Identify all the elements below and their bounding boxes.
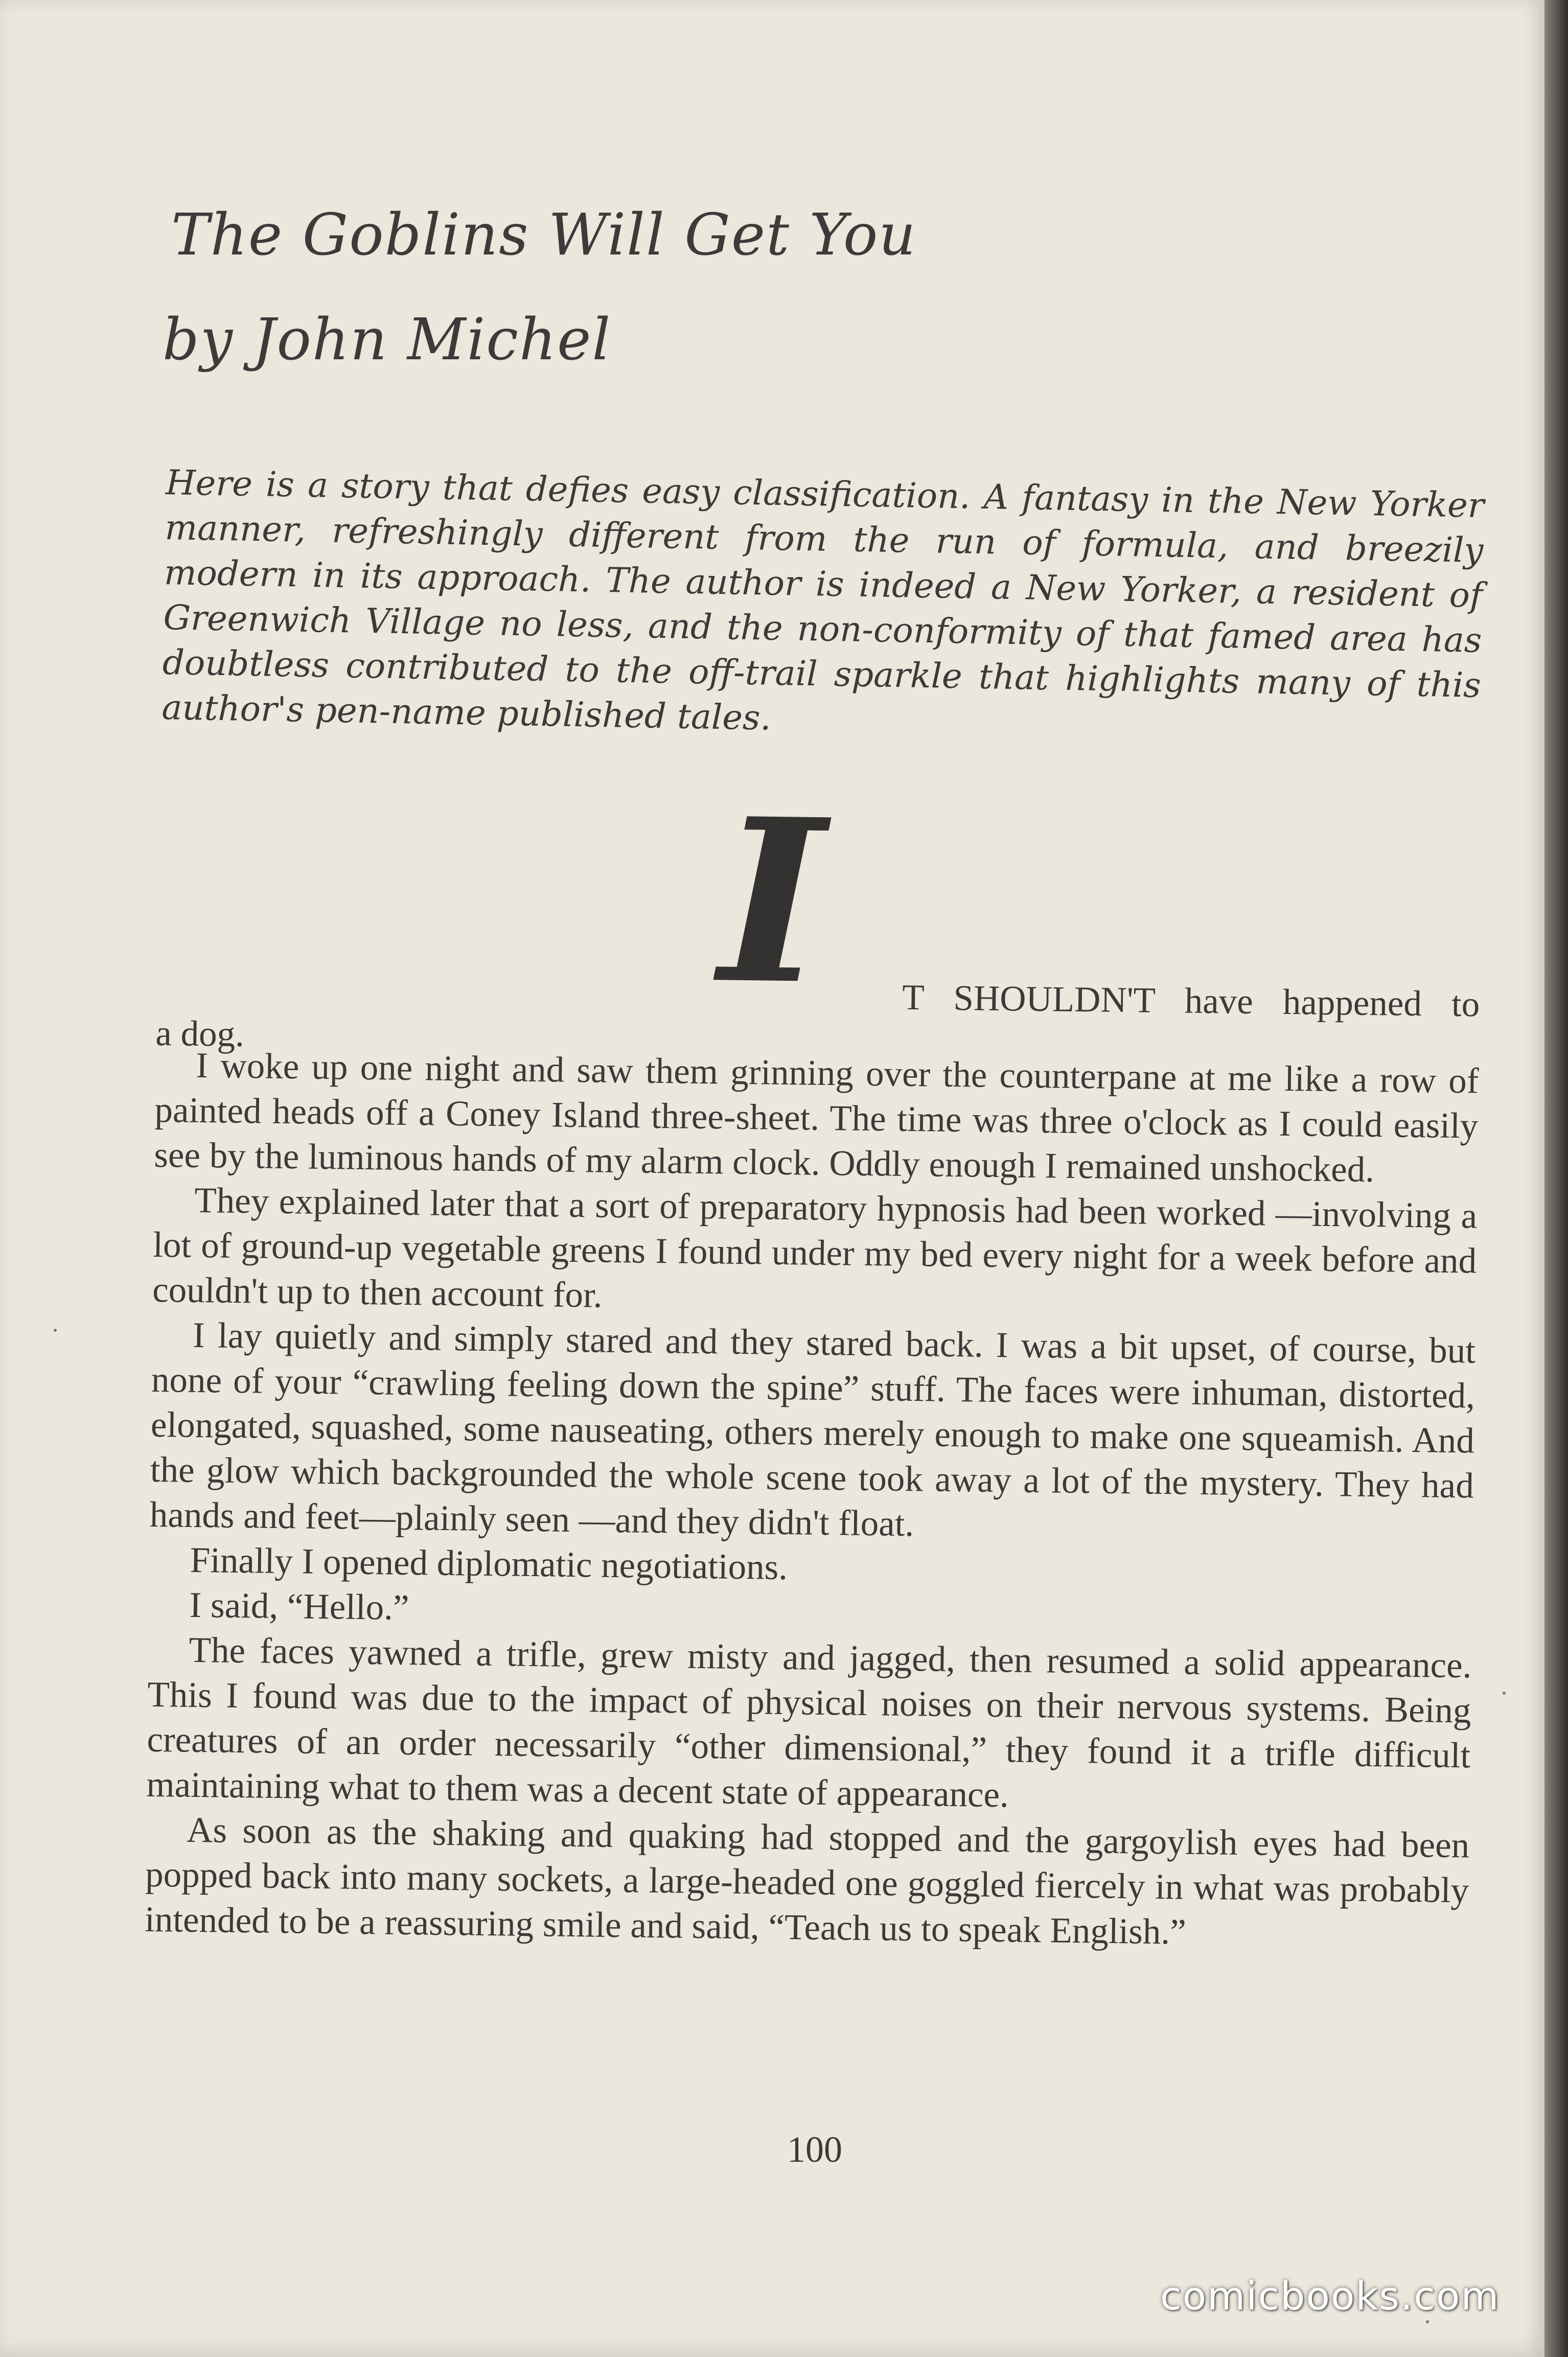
paragraph: I lay quietly and simply stared and they stared back. I was a bit upset, of course, but none of your “crawling feeling down the spine” stuff. The faces were inhuman, distorted, elongated, squashed, some nauseating, others merely enough to make one squeamish. And the glow which backgrounded the whole scene took away a lot of the mystery. They had hands and feet—plainly seen —and they didn't float. <box>149 1315 1476 1544</box>
story-body <box>144 769 1482 1958</box>
paragraph: I said, “Hello.” <box>189 1585 409 1628</box>
story-introduction: Here is a story that defies easy classification. A fantasy in the New Yorker manner, refreshingly different from the run of formula, and breezily modern in its approach. The author is indeed a New Yorker, a resident of Greenwich Village no less, and the non-conformity of that famed area has doubtless contributed to the off-trail sparkle that highlights many of this author's pen-name published tales. <box>161 462 1485 738</box>
site-watermark: comicbooks.com <box>1160 2273 1500 2319</box>
paragraph: The faces yawned a trifle, grew misty and jagged, then resumed a solid appearance. This I found was due to the impact of physical noises on their nervous systems. Being creatures of an order necessarily “other dimensional,” they found it a trifle difficult maintaining what to them was a decent state of appearance. <box>146 1630 1472 1815</box>
paper-speck <box>1503 1692 1506 1695</box>
story-title: The Goblins Will Get You <box>171 202 917 268</box>
paragraph: Finally I opened diplomatic negotiations. <box>190 1540 788 1588</box>
drop-cap: I <box>718 769 826 1034</box>
page-edge-shadow <box>1544 0 1568 2357</box>
opening-line-end: a dog. <box>155 1013 245 1055</box>
author-byline: by John Michel <box>163 307 612 373</box>
paragraph: They explained later that a sort of preparatory hypnosis had been worked —involving a lot of ground-up vegetable greens I found under my bed every night for a week before and couldn't up to then account for. <box>152 1180 1478 1315</box>
paragraph: I woke up one night and saw them grinning over the counterpane at me like a row of painted heads off a Coney Island three-sheet. The time was three o'clock as I could easily see by the luminous hands of my alarm clock. Oddly enough I remained unshocked. <box>153 1045 1479 1190</box>
opening-line: T SHOULDN'T have happened to <box>902 977 1480 1025</box>
page-number: 100 <box>787 2129 842 2170</box>
paragraph: As soon as the shaking and quaking had stopped and the gargoylish eyes had been popped back into many sockets, a large-headed one goggled fiercely in what was probably intended to be a reassuring smile and said, “Teach us to speak English.” <box>144 1810 1470 1952</box>
opening-line-block <box>155 769 1482 1059</box>
paper-speck <box>54 1329 57 1332</box>
paper-speck <box>1426 2320 1429 2323</box>
